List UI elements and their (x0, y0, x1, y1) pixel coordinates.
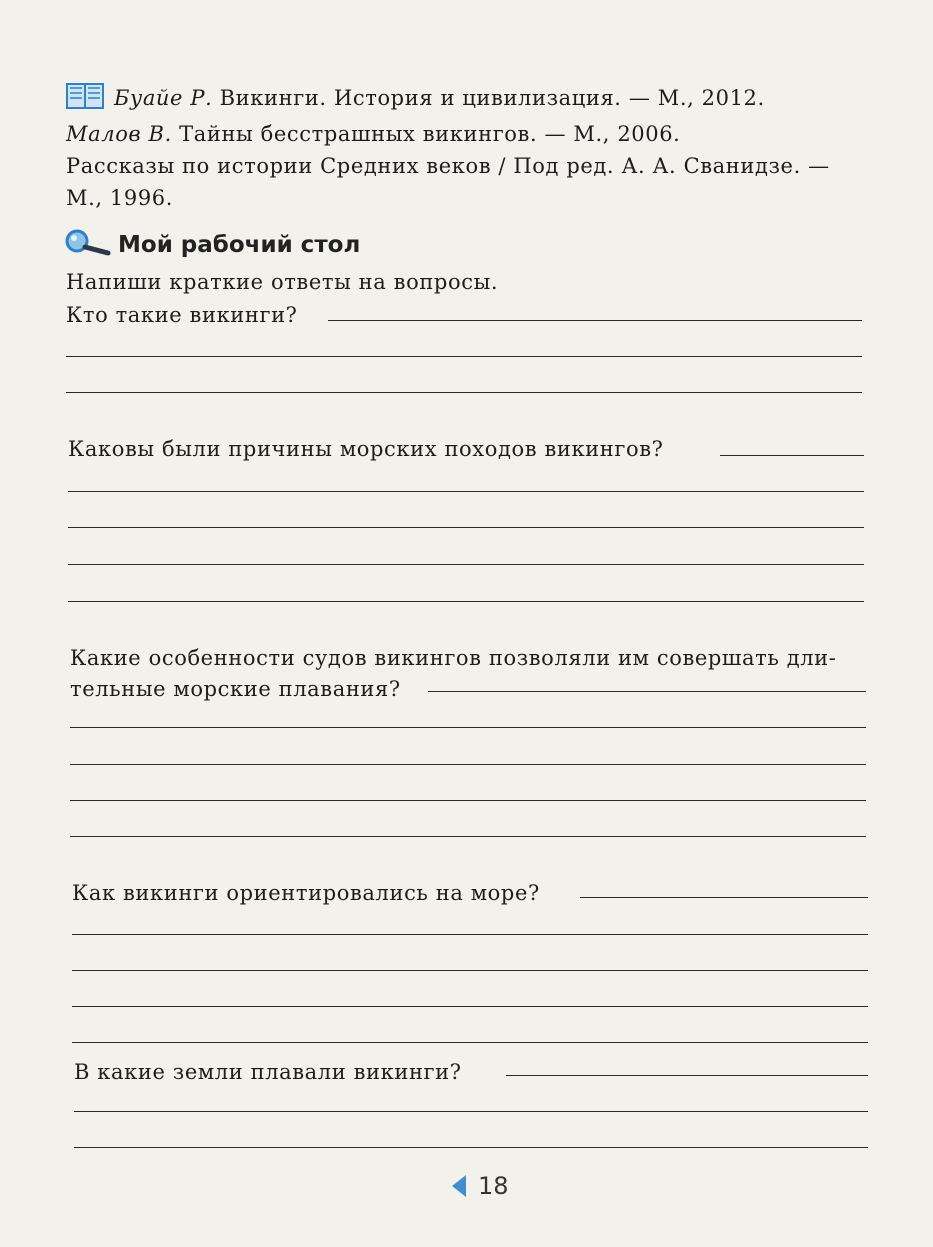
bibliography-text: Викинги. История и цивилизация. — М., 2012. (212, 86, 765, 110)
magnifier-icon (64, 228, 112, 262)
answer-line[interactable] (70, 836, 866, 837)
bibliography (66, 82, 876, 214)
answer-line[interactable] (72, 1042, 868, 1043)
answer-line[interactable] (70, 764, 866, 765)
question-5-text: В какие земли плавали викинги? (74, 1060, 462, 1084)
question-3-text: Какие особенности судов викингов позволяли им совершать дли- (70, 646, 837, 670)
answer-line[interactable] (66, 392, 862, 393)
answer-line[interactable] (720, 455, 864, 456)
bibliography-entry (66, 182, 876, 214)
page-number: 18 (478, 1172, 509, 1200)
answer-line[interactable] (72, 934, 868, 935)
instruction-text: Напиши краткие ответы на вопросы. (66, 270, 499, 294)
answer-line[interactable] (68, 601, 864, 602)
answer-line[interactable] (580, 897, 868, 898)
question-3-text-cont: тельные морские плавания? (70, 677, 401, 701)
answer-line[interactable] (68, 564, 864, 565)
answer-line[interactable] (428, 691, 866, 692)
answer-line[interactable] (68, 527, 864, 528)
bibliography-text: Тайны бесстрашных викингов. — М., 2006. (171, 122, 681, 146)
answer-line[interactable] (68, 491, 864, 492)
answer-line[interactable] (72, 970, 868, 971)
triangle-marker-icon (452, 1175, 466, 1197)
answer-line[interactable] (70, 727, 866, 728)
question-1-text: Кто такие викинги? (66, 303, 298, 327)
page-footer (452, 1172, 509, 1200)
bibliography-author: Малов В. (66, 122, 172, 146)
answer-line[interactable] (70, 800, 866, 801)
section-title (64, 228, 360, 262)
answer-line[interactable] (66, 356, 862, 357)
question-4-text: Как викинги ориентировались на море? (72, 881, 540, 905)
bibliography-text: М., 1996. (66, 186, 174, 210)
bibliography-entry (66, 82, 876, 118)
answer-line[interactable] (328, 320, 862, 321)
bibliography-entry (66, 118, 876, 150)
bibliography-entry (66, 150, 876, 182)
answer-line[interactable] (74, 1147, 868, 1148)
section-title-text: Мой рабочий стол (118, 232, 361, 258)
book-icon (66, 83, 104, 118)
question-2-text: Каковы были причины морских походов викингов? (68, 437, 664, 461)
answer-line[interactable] (506, 1075, 868, 1076)
bibliography-text: Рассказы по истории Средних веков / Под ред. А. А. Сванидзе. — (66, 154, 830, 178)
answer-line[interactable] (72, 1006, 868, 1007)
bibliography-author: Буайе Р. (114, 86, 213, 110)
answer-line[interactable] (74, 1111, 868, 1112)
